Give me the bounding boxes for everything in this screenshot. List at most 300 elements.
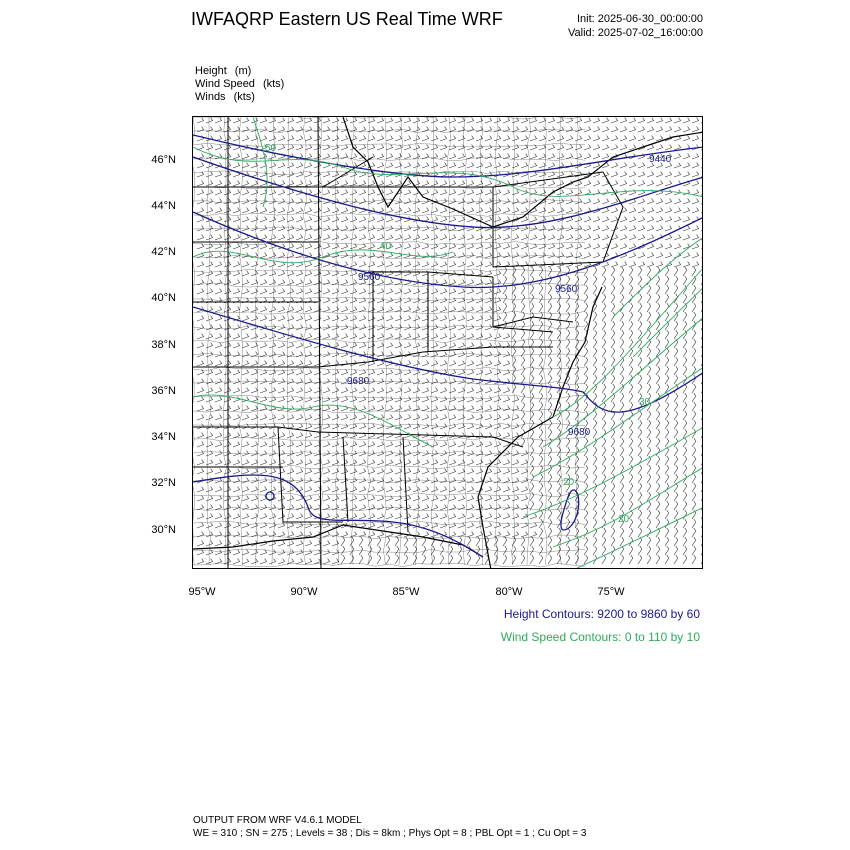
wind-barb [692, 118, 699, 123]
wind-barb [620, 393, 624, 402]
wind-barb [422, 145, 429, 150]
wind-barb [629, 172, 636, 177]
wind-barb [260, 415, 267, 420]
wind-barb [521, 163, 528, 168]
wind-barb [647, 321, 651, 330]
wind-barb [341, 424, 348, 429]
lon-label: 85°W [392, 586, 420, 598]
wind-barb [674, 285, 678, 294]
wind-barb [206, 442, 213, 447]
wind-barb [305, 424, 312, 429]
wind-barb [692, 262, 699, 267]
wind-barb [683, 420, 687, 429]
wind-barb [629, 217, 636, 222]
wind-barb [341, 555, 345, 564]
wind-barb [413, 388, 420, 393]
wind-barb [512, 460, 519, 465]
wind-barb [629, 483, 633, 492]
wind-barb [233, 307, 240, 312]
wind-barb [692, 519, 696, 528]
wind-barb [665, 555, 669, 564]
wind-barb [575, 262, 582, 267]
wind-barb [206, 505, 213, 510]
wind-barb [233, 415, 240, 420]
lat-label: 36°N [151, 385, 176, 397]
wind-barb [701, 375, 703, 384]
wind-barb [683, 510, 687, 519]
wind-barb [593, 118, 600, 123]
wind-barb [359, 505, 366, 510]
wind-barb [539, 492, 543, 501]
wind-barb [557, 303, 561, 312]
wind-barb [458, 280, 465, 285]
wind-barb [287, 343, 294, 348]
wind-barb [620, 172, 627, 177]
wind-barb [377, 546, 381, 555]
wind-barb [476, 145, 483, 150]
field-winds-label: Winds (kts) [195, 91, 255, 103]
wind-barb [584, 145, 591, 150]
wind-barb [602, 145, 609, 150]
wind-barb [260, 487, 267, 492]
wind-barb [674, 402, 678, 411]
wind-barb [701, 276, 703, 285]
wind-barb [332, 559, 339, 564]
wind-barb [557, 154, 564, 159]
wind-barb [485, 451, 492, 456]
wind-barb [341, 235, 348, 240]
wind-barb [476, 496, 483, 501]
wind-barb [692, 253, 699, 258]
wind-barb [359, 388, 366, 393]
wind-barb [206, 280, 213, 285]
wind-barb [314, 523, 321, 528]
wind-barb [242, 415, 249, 420]
wind-barb [386, 316, 393, 321]
wind-barb [602, 420, 606, 429]
wind-barb [647, 285, 651, 294]
wind-barb [350, 307, 357, 312]
wind-barb [647, 181, 654, 186]
wind-barb [548, 127, 555, 132]
wind-barb [323, 379, 330, 384]
wind-barb [512, 523, 519, 528]
wind-barb [431, 271, 438, 276]
wind-barb [260, 280, 267, 285]
wind-barb [485, 253, 492, 258]
wind-barb [305, 532, 312, 537]
wind-barb [485, 334, 492, 339]
wind-barb [602, 235, 609, 240]
wind-barb [566, 190, 573, 195]
wind-barb [206, 406, 213, 411]
wind-barb [593, 510, 597, 519]
wind-barb [377, 289, 384, 294]
wind-barb [494, 514, 501, 519]
wind-barb [260, 262, 267, 267]
wind-barb [260, 442, 267, 447]
wind-barb [449, 460, 456, 465]
wind-barb [440, 442, 447, 447]
wind-barb [566, 303, 570, 312]
wind-barb [251, 514, 258, 519]
wind-barb [548, 253, 555, 258]
wind-barb [269, 280, 276, 285]
wind-barb [611, 492, 615, 501]
wind-barb [341, 307, 348, 312]
wind-barb [404, 415, 411, 420]
wind-barb [602, 330, 606, 339]
wind-barb [359, 546, 363, 555]
wind-barb [314, 496, 321, 501]
wind-barb [566, 348, 570, 357]
wind-barb [485, 325, 492, 330]
wind-barb [701, 474, 703, 483]
wind-barb [485, 370, 492, 375]
wind-barb [206, 388, 213, 393]
wind-barb [359, 325, 366, 330]
wind-barb [305, 235, 312, 240]
wind-barb [584, 510, 588, 519]
wind-barb [521, 402, 525, 411]
wind-barb [260, 343, 267, 348]
wind-barb [341, 190, 348, 195]
wind-barb [665, 217, 672, 222]
wind-barb [422, 235, 429, 240]
wind-barb [512, 546, 516, 555]
wind-barb [305, 370, 312, 375]
wind-barb [242, 118, 249, 123]
wind-barb [422, 546, 426, 555]
wind-barb [197, 127, 204, 132]
wind-barb [620, 537, 624, 546]
wind-barb [215, 307, 222, 312]
wind-barb [197, 496, 204, 501]
wind-barb [215, 262, 222, 267]
wind-barb [377, 154, 384, 159]
wind-barb [377, 555, 381, 564]
wind-barb [422, 406, 429, 411]
wind-barb [296, 433, 303, 438]
wind-barb [215, 199, 222, 204]
wind-barb [602, 154, 609, 159]
wind-barb [584, 217, 591, 222]
wind-barb [521, 438, 525, 447]
wind-barb [638, 447, 642, 456]
wind-barb [503, 190, 510, 195]
wind-barb [665, 456, 669, 465]
wind-barb [242, 487, 249, 492]
wind-barb [233, 343, 240, 348]
wind-barb [602, 348, 606, 357]
wind-barb [260, 550, 267, 555]
wind-barb [656, 199, 663, 204]
wind-barb [215, 181, 222, 186]
wind-barb [701, 199, 703, 204]
wind-barb [215, 514, 222, 519]
wind-barb [458, 163, 465, 168]
wind-barb [512, 496, 519, 501]
wind-barb [521, 330, 525, 339]
wind-barb [584, 357, 588, 366]
wind-barb [404, 316, 411, 321]
wind-barb [242, 433, 249, 438]
wind-barb [692, 181, 699, 186]
wind-barb [566, 244, 573, 249]
wind-barb [242, 460, 249, 465]
wind-barb [197, 235, 204, 240]
lat-label: 44°N [151, 200, 176, 212]
wind-barb [377, 406, 384, 411]
wind-barb [665, 510, 669, 519]
wind-barb [539, 127, 546, 132]
wind-barb [674, 163, 681, 168]
wind-barb [404, 244, 411, 249]
wind-barb [665, 465, 669, 474]
wind-label: 20 [563, 477, 575, 488]
wind-barb [548, 199, 555, 204]
wind-barb [656, 429, 660, 438]
wind-barb [485, 307, 492, 312]
wind-barb [287, 145, 294, 150]
wind-barb [296, 451, 303, 456]
wind-barb [476, 127, 483, 132]
wind-barb [386, 334, 393, 339]
height-label: 9680 [347, 376, 370, 387]
wind-barb [638, 510, 642, 519]
wind-barb [323, 127, 330, 132]
field-wind-speed-label: Wind Speed (kts) [195, 78, 285, 90]
wind-barb [386, 253, 393, 258]
wind-barb [458, 406, 465, 411]
wind-barb [575, 244, 582, 249]
wind-barb [359, 469, 366, 474]
wind-barb [638, 163, 645, 168]
wind-barb [260, 289, 267, 294]
wind-barb [269, 469, 276, 474]
wind-barb [278, 361, 285, 366]
wind-barb [665, 357, 669, 366]
wind-barb [629, 519, 633, 528]
wind-barb [467, 289, 474, 294]
wind-barb [440, 487, 447, 492]
wind-barb [458, 514, 465, 519]
wind-barb [269, 370, 276, 375]
wind-barb [638, 528, 642, 537]
wind-barb [305, 334, 312, 339]
wind-barb [530, 172, 537, 177]
wind-barb [359, 307, 366, 312]
wind-barb [683, 267, 687, 276]
wind-barb [449, 555, 453, 564]
wind-barb [593, 465, 597, 474]
wind-barb [593, 456, 597, 465]
wind-barb [620, 226, 627, 231]
wind-barb [611, 375, 615, 384]
wind-barb [584, 253, 591, 258]
wind-label: 40 [380, 241, 392, 252]
wind-barb [197, 289, 204, 294]
wind-barb [620, 190, 627, 195]
wind-barb [548, 226, 555, 231]
county-line [447, 117, 451, 565]
wind-barb [323, 541, 330, 546]
wind-barb [692, 154, 699, 159]
wind-barb [674, 366, 678, 375]
wind-barb [521, 478, 528, 483]
wind-barb [530, 235, 537, 240]
wind-barb [206, 424, 213, 429]
wind-barb [413, 361, 420, 366]
wind-barb [323, 388, 330, 393]
wind-barb [260, 523, 267, 528]
wind-barb [395, 235, 402, 240]
wind-barb [215, 172, 222, 177]
wind-contour-legend: Wind Speed Contours: 0 to 110 by 10 [500, 630, 700, 644]
wind-barb [296, 163, 303, 168]
wind-barb [575, 321, 579, 330]
wind-barb [458, 361, 465, 366]
wind-barb [584, 456, 588, 465]
wind-barb [323, 118, 330, 123]
wind-barb [386, 127, 393, 132]
wind-barb [656, 321, 660, 330]
wind-barb [278, 379, 285, 384]
wind-barb [206, 514, 213, 519]
wind-barb [548, 303, 552, 312]
wind-barb [683, 402, 687, 411]
wind-barb [647, 312, 651, 321]
wind-barb [674, 546, 678, 555]
wind-barb [206, 235, 213, 240]
wind-barb [674, 456, 678, 465]
wind-barb [521, 208, 528, 213]
wind-barb [692, 555, 696, 564]
wind-barb [323, 514, 330, 519]
wind-barb [413, 460, 420, 465]
wind-barb [350, 235, 357, 240]
wind-barb [512, 253, 519, 258]
wind-barb [305, 541, 312, 546]
wind-barb [485, 316, 492, 321]
wind-barb [530, 267, 534, 276]
wind-barb [215, 442, 222, 447]
wind-barb [638, 199, 645, 204]
wind-barb [494, 397, 501, 402]
wind-barb [494, 217, 501, 222]
wind-barb [296, 388, 303, 393]
wind-barb [251, 226, 258, 231]
wind-barb [305, 289, 312, 294]
wind-barb [521, 285, 525, 294]
wind-barb [539, 483, 543, 492]
wind-barb [449, 532, 456, 537]
field-height-label: Height (m) [195, 65, 252, 77]
wind-barb [386, 208, 393, 213]
wind-barb [206, 379, 213, 384]
wind-barb [251, 469, 258, 474]
wind-barb [350, 334, 357, 339]
wind-barb [512, 348, 516, 357]
wind-barb [368, 478, 375, 483]
wind-barb [683, 199, 690, 204]
wind-barb [287, 442, 294, 447]
wind-barb [674, 555, 678, 564]
wind-barb [206, 541, 213, 546]
wind-barb [251, 487, 258, 492]
wind-barb [602, 276, 606, 285]
wind-barb [278, 541, 285, 546]
wind-barb [440, 555, 444, 564]
wind-barb [692, 208, 699, 213]
wind-barb [197, 316, 204, 321]
wind-barb [377, 325, 384, 330]
county-line [287, 117, 291, 565]
wind-barb [647, 384, 651, 393]
wind-barb [422, 208, 429, 213]
wind-barb [296, 280, 303, 285]
wind-barb [521, 303, 525, 312]
wind-barb [449, 496, 456, 501]
wind-barb [521, 154, 528, 159]
wind-barb [233, 379, 240, 384]
wind-barb [548, 235, 555, 240]
wind-barb [665, 294, 669, 303]
wind-barb [674, 276, 678, 285]
wind-barb [638, 474, 642, 483]
wind-barb [638, 127, 645, 132]
wind-barb [692, 199, 699, 204]
wind-barb [440, 307, 447, 312]
wind-barb [233, 550, 240, 555]
wind-barb [485, 487, 492, 492]
wind-barb [449, 523, 456, 528]
wind-barb [260, 118, 267, 123]
wind-barb [692, 172, 699, 177]
wind-barb [584, 276, 588, 285]
wind-barb [665, 145, 672, 150]
wind-barb [692, 420, 696, 429]
wind-barb [323, 226, 330, 231]
wind-barb [287, 352, 294, 357]
wind-barb [323, 442, 330, 447]
wind-barb [674, 528, 678, 537]
wind-barb [647, 420, 651, 429]
wind-barb [413, 505, 420, 510]
wind-barb [620, 447, 624, 456]
wind-barb [692, 456, 696, 465]
wind-barb [197, 226, 204, 231]
wind-barb [458, 469, 465, 474]
wind-barb [548, 429, 552, 438]
wind-barb [206, 343, 213, 348]
wind-barb [521, 253, 528, 258]
wind-barb [503, 136, 510, 141]
wind-barb [458, 433, 465, 438]
wind-barb [629, 208, 636, 213]
wind-barb [593, 163, 600, 168]
wind-barb [197, 388, 204, 393]
wind-barb [467, 406, 474, 411]
wind-barb [440, 361, 447, 366]
wind-barb [449, 478, 456, 483]
county-line [431, 117, 435, 565]
wind-barb [422, 388, 429, 393]
wind-barb [584, 181, 591, 186]
wind-barb [278, 523, 285, 528]
wind-barb [548, 366, 552, 375]
wind-barb [323, 415, 330, 420]
